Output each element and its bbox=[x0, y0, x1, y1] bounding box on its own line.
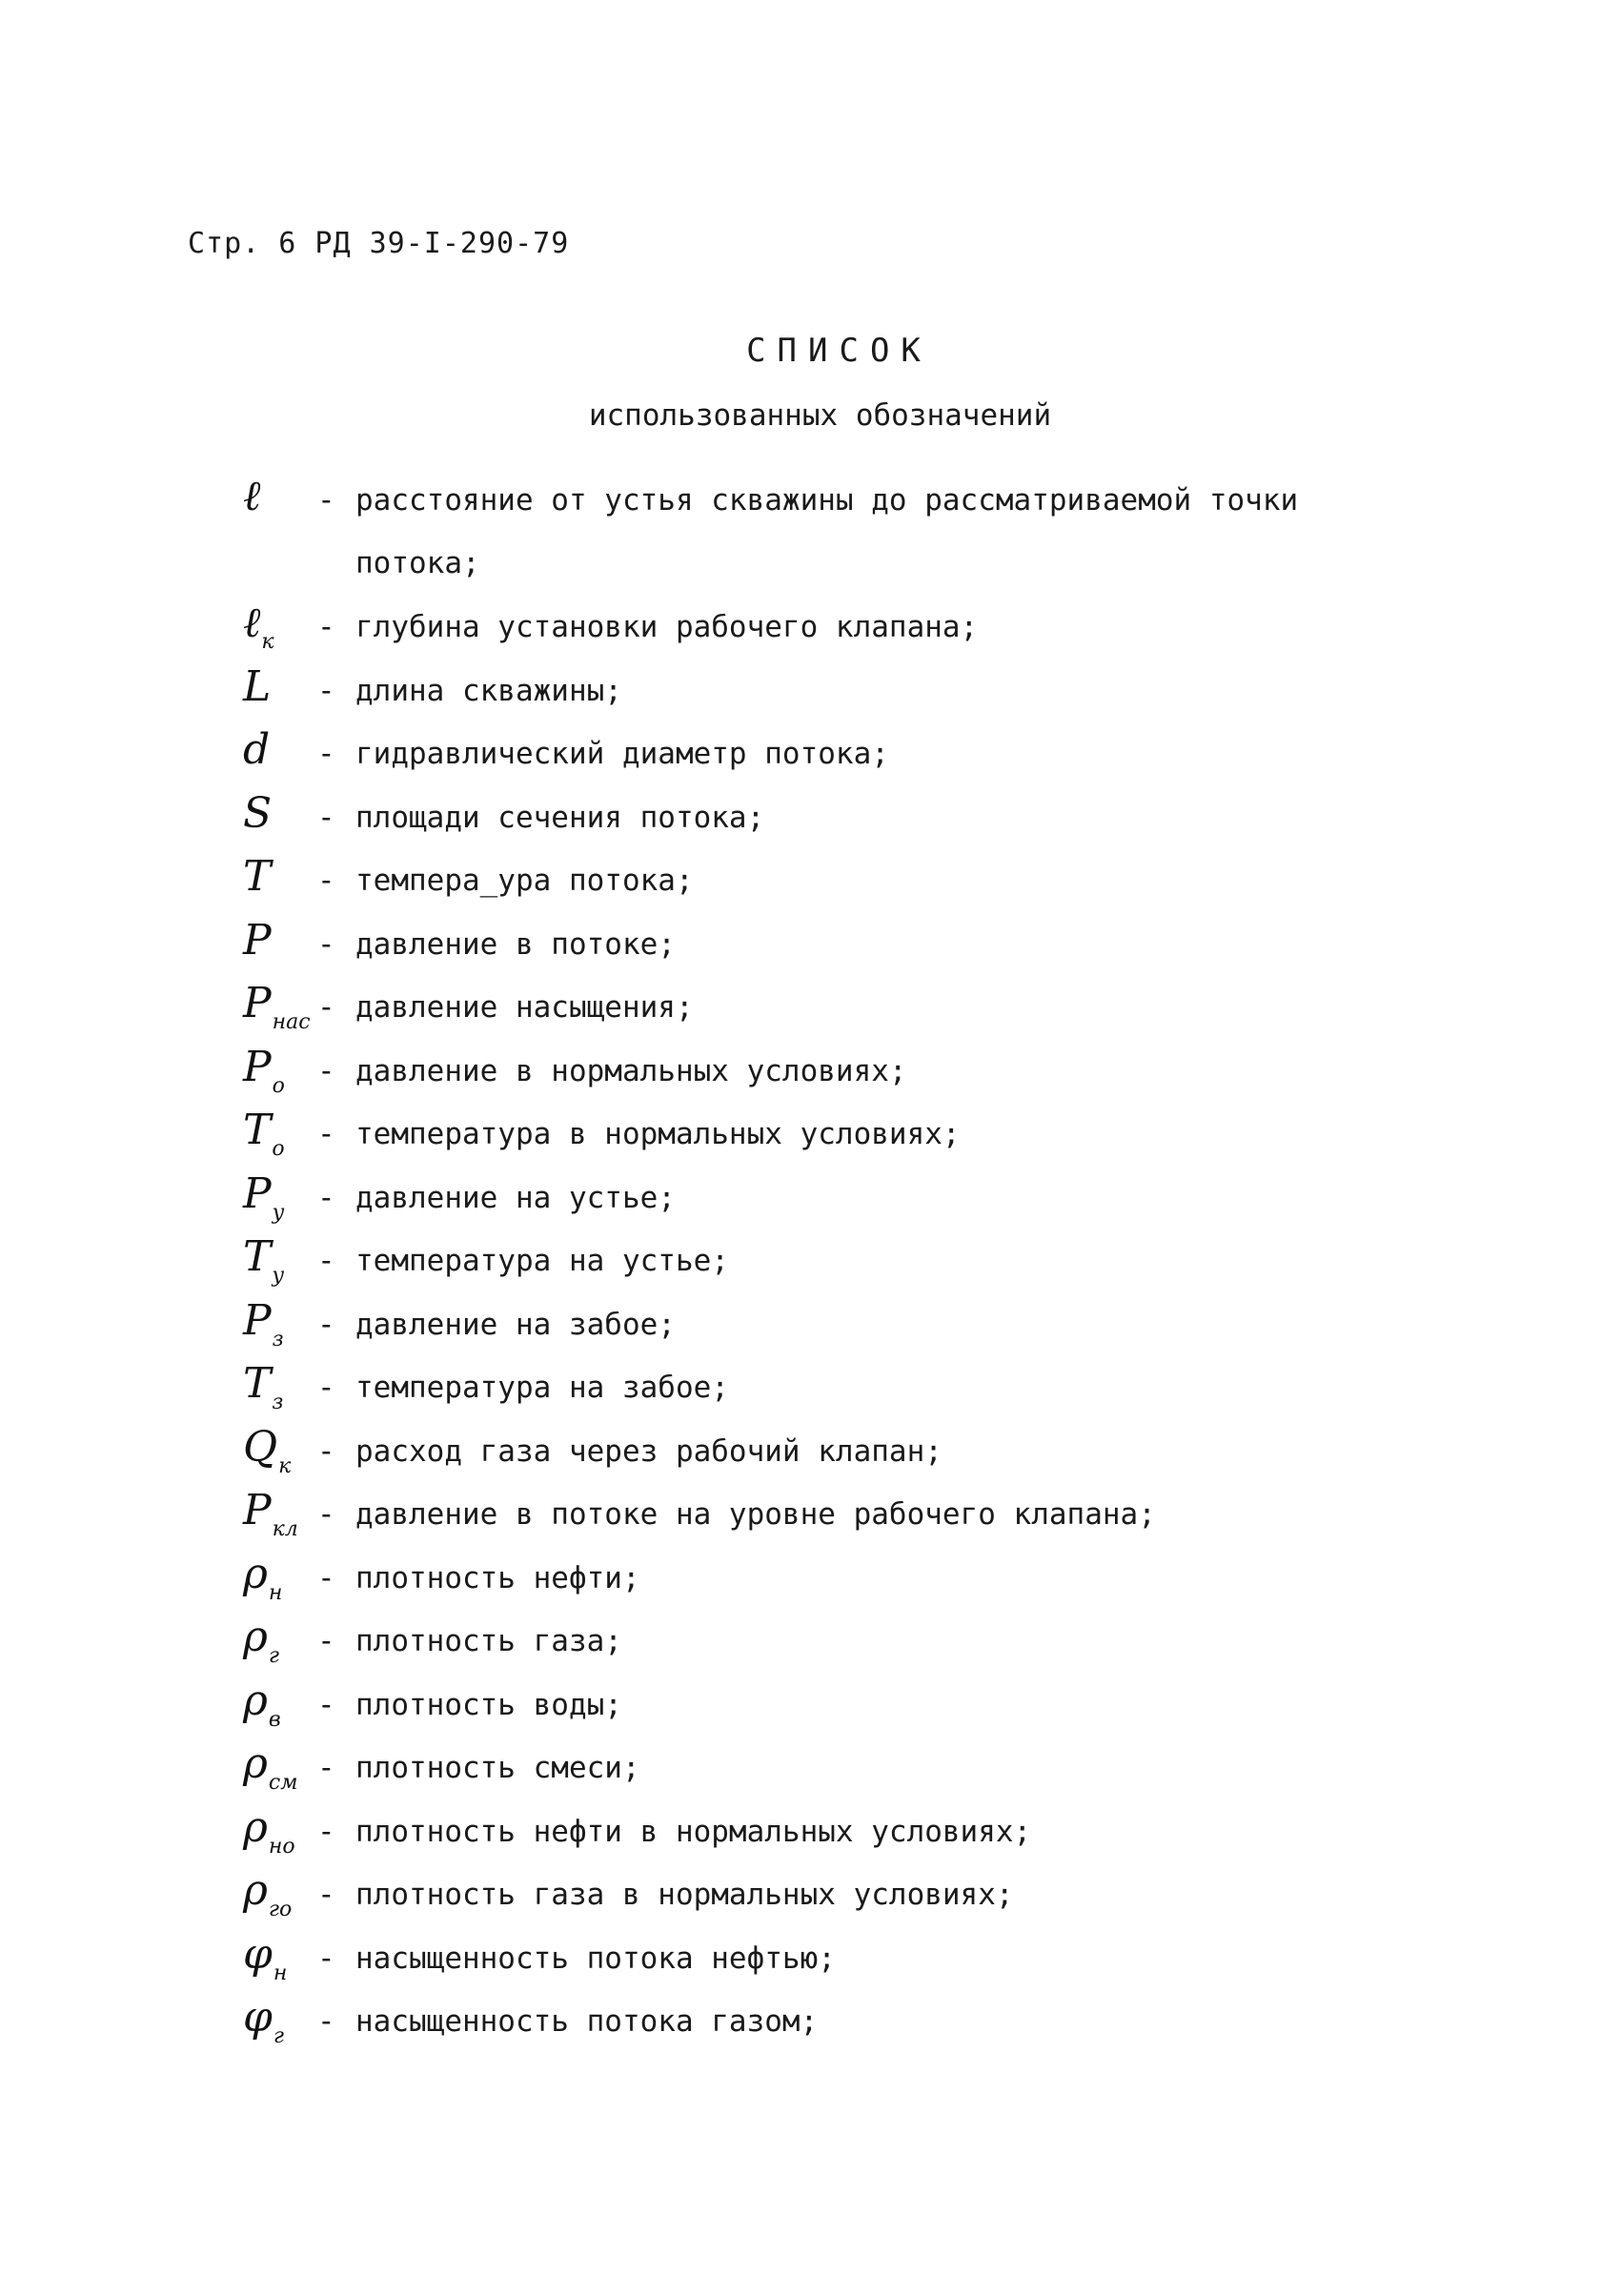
notation-item bbox=[0, 1927, 1621, 1991]
notation-item bbox=[0, 1040, 1621, 1104]
notation-description: температура на устье; bbox=[355, 1244, 729, 1278]
dash: - bbox=[317, 483, 335, 518]
notation-symbol: S bbox=[243, 788, 273, 838]
notation-symbol: $\varphi_г$ bbox=[243, 1993, 284, 2048]
notation-description: насыщенность потока газом; bbox=[355, 2004, 819, 2039]
notation-item bbox=[0, 1674, 1621, 1737]
dash: - bbox=[317, 1814, 335, 1849]
notation-symbol: d bbox=[243, 725, 271, 774]
dash: - bbox=[317, 1497, 335, 1532]
notation-description: давление в нормальных условиях; bbox=[355, 1053, 907, 1088]
notation-item bbox=[0, 786, 1621, 850]
notation-symbol: $P_{кл}$ bbox=[243, 1486, 298, 1541]
dash: - bbox=[317, 1940, 335, 1976]
notation-symbol: $T_у$ bbox=[243, 1232, 285, 1288]
notation-item bbox=[0, 849, 1621, 913]
dash: - bbox=[317, 1117, 335, 1151]
notation-description: плотность нефти в нормальных условиях; bbox=[355, 1814, 1032, 1849]
notation-item bbox=[0, 722, 1621, 786]
dash: - bbox=[317, 1878, 335, 1912]
dash: - bbox=[317, 1371, 335, 1405]
notation-item bbox=[0, 1863, 1621, 1927]
notation-item bbox=[0, 1483, 1621, 1547]
notation-description: плотность нефти; bbox=[355, 1560, 640, 1595]
dash: - bbox=[317, 1624, 335, 1658]
notation-description: насыщенность потока нефтью; bbox=[355, 1940, 836, 1976]
notation-list bbox=[0, 469, 1621, 2054]
notation-description: давление на забое; bbox=[355, 1307, 676, 1342]
notation-description: температура в нормальных условиях; bbox=[355, 1117, 961, 1151]
notation-item bbox=[0, 596, 1621, 660]
notation-symbol: $P_з$ bbox=[243, 1295, 284, 1351]
notation-item bbox=[0, 1737, 1621, 1800]
notation-description: давление в потоке; bbox=[355, 926, 676, 962]
notation-symbol: $\rho_{го}$ bbox=[243, 1866, 293, 1921]
notation-item bbox=[0, 1356, 1621, 1420]
notation-item bbox=[0, 1610, 1621, 1674]
notation-description: глубина установки рабочего клапана; bbox=[355, 610, 979, 644]
dash: - bbox=[317, 1560, 335, 1595]
notation-item bbox=[0, 1990, 1621, 2054]
notation-symbol: $P_{нас}$ bbox=[243, 979, 311, 1034]
dash: - bbox=[317, 864, 335, 898]
notation-description-continued: потока; bbox=[355, 546, 480, 580]
dash: - bbox=[317, 926, 335, 962]
notation-symbol: P bbox=[243, 915, 272, 965]
dash: - bbox=[317, 1180, 335, 1215]
page-subtitle: использованных обозначений bbox=[588, 398, 1052, 433]
notation-item bbox=[0, 976, 1621, 1040]
dash: - bbox=[317, 800, 335, 835]
dash: - bbox=[317, 1244, 335, 1278]
notation-symbol: $T_з$ bbox=[243, 1359, 284, 1414]
notation-description: длина скважины; bbox=[355, 673, 622, 708]
page-title: СПИСОК bbox=[746, 332, 932, 370]
page-header: Стр. 6 РД 39-I-290-79 bbox=[188, 227, 570, 260]
notation-symbol: $\rho_{см}$ bbox=[243, 1739, 298, 1795]
notation-item bbox=[0, 1420, 1621, 1484]
notation-symbol: ℓ bbox=[243, 472, 261, 520]
notation-symbol: $\rho_{но}$ bbox=[243, 1802, 295, 1859]
dash: - bbox=[317, 673, 335, 708]
notation-description: плотность смеси; bbox=[355, 1751, 640, 1785]
dash: - bbox=[317, 1751, 335, 1785]
notation-item bbox=[0, 1167, 1621, 1230]
notation-item bbox=[0, 1800, 1621, 1864]
dash: - bbox=[317, 1687, 335, 1722]
notation-symbol: $T_o$ bbox=[243, 1106, 285, 1161]
notation-description: плотность воды; bbox=[355, 1687, 622, 1722]
notation-item bbox=[0, 1293, 1621, 1357]
dash: - bbox=[317, 610, 335, 644]
notation-item bbox=[0, 913, 1621, 977]
dash: - bbox=[317, 1053, 335, 1088]
notation-symbol: $P_у$ bbox=[243, 1168, 285, 1225]
notation-description: давление на устье; bbox=[355, 1180, 676, 1215]
dash: - bbox=[317, 737, 335, 771]
notation-description: плотность газа; bbox=[355, 1624, 622, 1658]
notation-symbol: $\varphi_н$ bbox=[243, 1929, 288, 1985]
notation-symbol: $P_o$ bbox=[243, 1042, 285, 1098]
dash: - bbox=[317, 1433, 335, 1469]
notation-description: температура на забое; bbox=[355, 1371, 729, 1405]
notation-item bbox=[0, 1229, 1621, 1293]
dash: - bbox=[317, 1307, 335, 1342]
notation-symbol: T bbox=[243, 852, 272, 901]
notation-description: гидравлический диаметр потока; bbox=[355, 737, 889, 771]
notation-symbol: ℓ$_к$ bbox=[243, 599, 274, 654]
notation-item bbox=[0, 1547, 1621, 1611]
notation-symbol: L bbox=[243, 661, 272, 711]
notation-item bbox=[0, 1103, 1621, 1167]
notation-description: плотность газа в нормальных условиях; bbox=[355, 1878, 1014, 1912]
notation-description: площади сечения потока; bbox=[355, 800, 765, 835]
notation-symbol: $\rho_в$ bbox=[243, 1676, 281, 1732]
notation-description: давление в потоке на уровне рабочего клапана; bbox=[355, 1497, 1156, 1532]
dash: - bbox=[317, 2004, 335, 2039]
notation-item bbox=[0, 660, 1621, 723]
notation-item bbox=[0, 469, 1621, 596]
dash: - bbox=[317, 990, 335, 1025]
notation-symbol: $\rho_н$ bbox=[243, 1549, 283, 1605]
notation-description: темпера_ура потока; bbox=[355, 864, 694, 898]
notation-description: давление насыщения; bbox=[355, 990, 694, 1025]
notation-description: расход газа через рабочий клапан; bbox=[355, 1433, 942, 1469]
notation-symbol: $Q_к$ bbox=[243, 1422, 292, 1478]
notation-description: расстояние от устья скважины до рассматриваемой точки bbox=[355, 483, 1299, 518]
notation-symbol: $\rho_г$ bbox=[243, 1613, 279, 1668]
